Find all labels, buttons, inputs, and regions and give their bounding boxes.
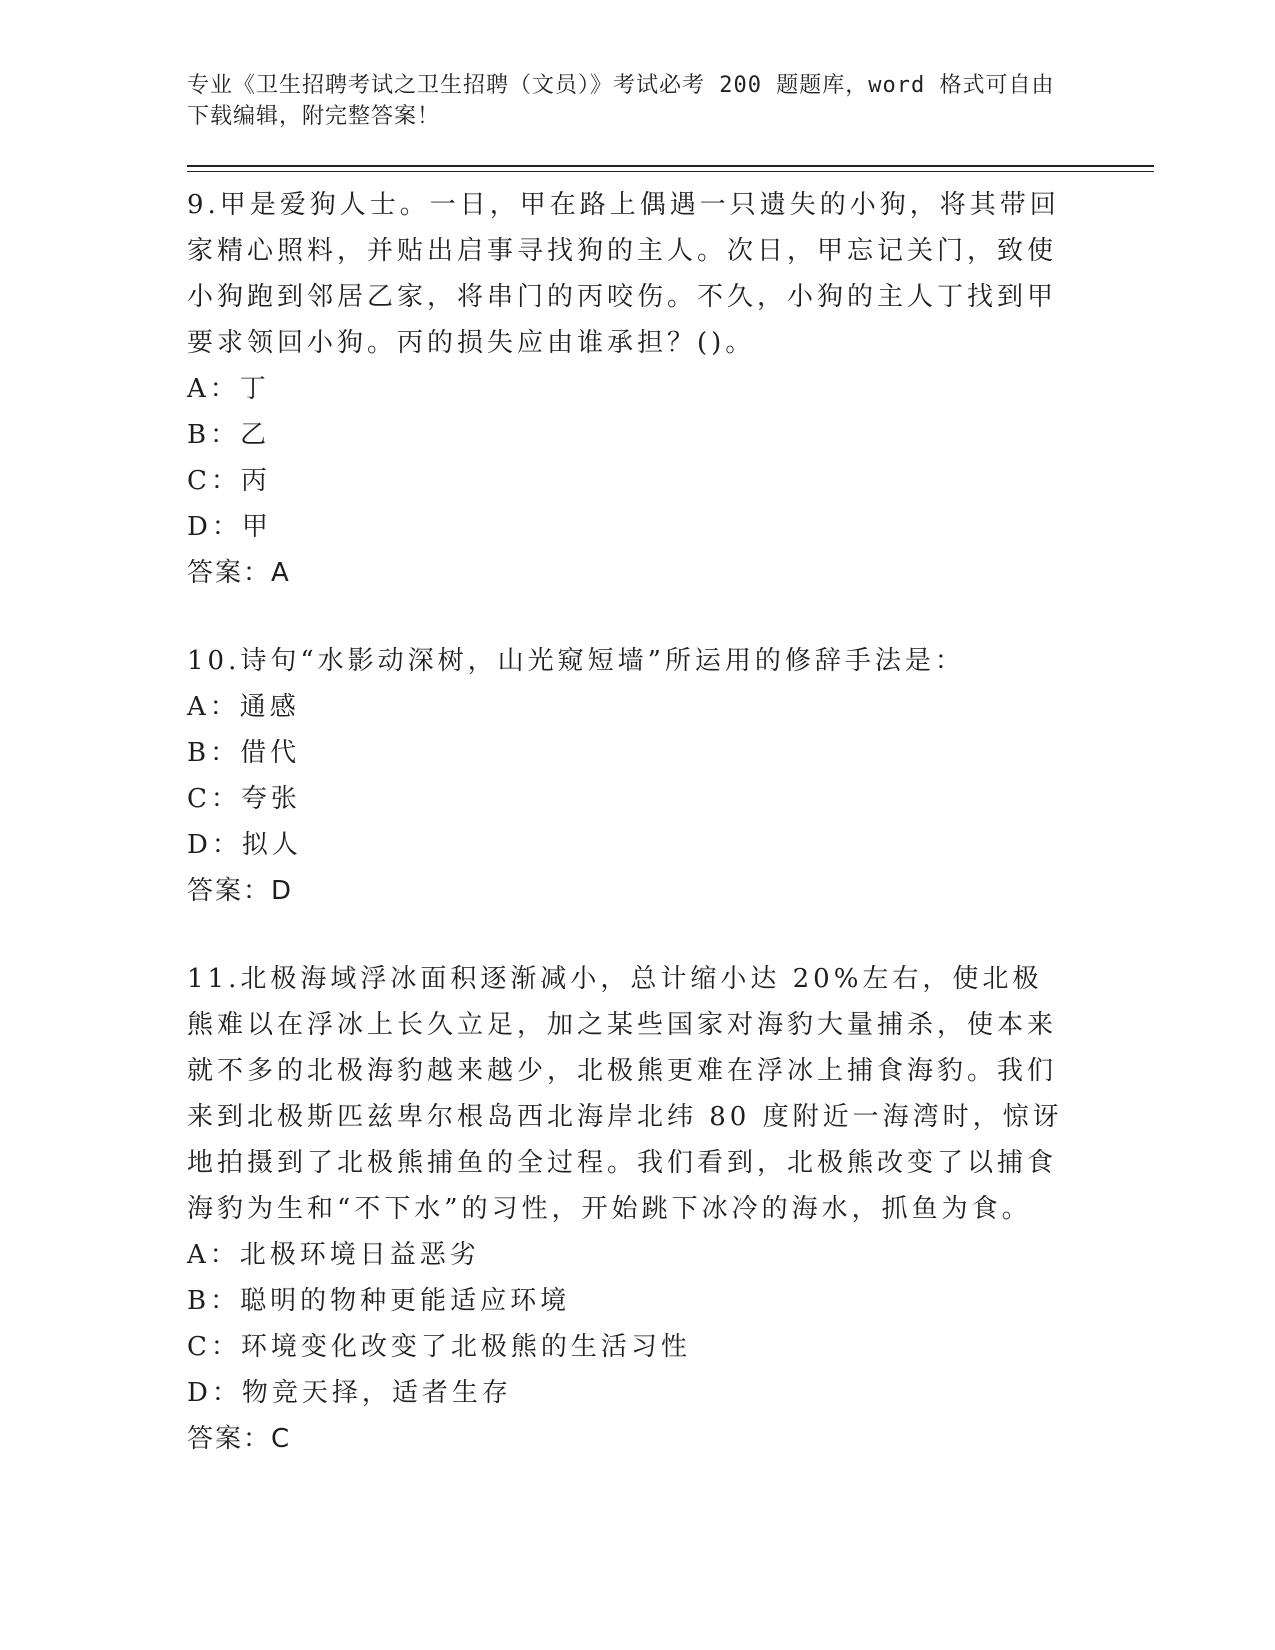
divider-line-thick	[187, 165, 1154, 167]
divider-line-thin	[187, 171, 1154, 172]
option-c: C：夸张	[187, 784, 301, 814]
option-b: B：借代	[187, 738, 301, 768]
question-text: 9.甲是爱狗人士。一日，甲在路上偶遇一只遗失的小狗，将其带回家精心照料，并贴出启事寻找狗的主人。次日，甲忘记关门，致使小狗跑到邻居乙家，将串门的丙咬伤。不久，小狗的主人丁找到甲要求领回小狗。丙的损失应由谁承担？()。	[187, 190, 1060, 358]
option-a: A：北极环境日益恶劣	[187, 1240, 480, 1270]
option-c: C：环境变化改变了北极熊的生活习性	[187, 1332, 691, 1362]
option-a: A：通感	[187, 692, 300, 722]
document-header: 专业《卫生招聘考试之卫生招聘（文员）》考试必考 200 题题库，word 格式可自由下载编辑，附完整答案！	[187, 73, 1055, 129]
document-page	[187, 70, 1147, 1462]
question-text: 11.北极海域浮冰面积逐渐减小，总计缩小达 20%左右，使北极熊难以在浮冰上长久立足，加之某些国家对海豹大量捕杀，使本来就不多的北极海豹越来越少，北极熊更难在浮冰上捕食海豹。我们来到北极斯匹兹卑尔根岛西北海岸北纬 80 度附近一海湾时，惊讶地拍摄到了北极熊捕鱼的全过程。我们看到，北极熊改变了以捕食海豹为生和“不下水”的习性，开始跳下冰冷的海水，抓鱼为食。	[187, 964, 1063, 1224]
option-d: D：拟人	[187, 830, 302, 860]
question-9	[187, 182, 1147, 596]
answer: 答案：D	[187, 876, 294, 906]
question-10	[187, 638, 1147, 914]
option-b: B：聪明的物种更能适应环境	[187, 1286, 571, 1316]
option-d: D：物竞天择，适者生存	[187, 1378, 512, 1408]
question-text: 10.诗句“水影动深树，山光窥短墙”所运用的修辞手法是：	[187, 646, 965, 676]
option-c: C：丙	[187, 466, 271, 496]
answer: 答案：C	[187, 1424, 292, 1454]
question-11	[187, 956, 1147, 1462]
header-divider	[187, 165, 1154, 172]
answer: 答案：A	[187, 558, 291, 588]
option-d: D：甲	[187, 512, 272, 542]
option-b: B：乙	[187, 420, 271, 450]
option-a: A：丁	[187, 374, 270, 404]
